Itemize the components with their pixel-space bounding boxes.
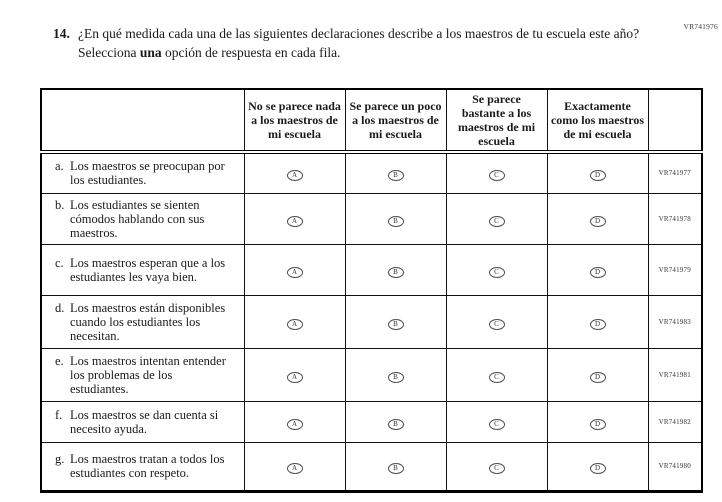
option-bubble-a[interactable]: A <box>287 372 303 383</box>
option-bubble-a[interactable]: A <box>287 170 303 181</box>
option-bubble-a[interactable]: A <box>287 319 303 330</box>
row-vr-code: VR741978 <box>648 193 702 244</box>
row-letter: f. <box>55 407 63 422</box>
option-cell <box>244 348 345 401</box>
row-letter: c. <box>55 255 64 270</box>
row-vr-code: VR741982 <box>648 401 702 442</box>
option-bubble-b[interactable]: B <box>388 216 404 227</box>
column-header-a-little: Se parece un poco a los maestros de mi escuela <box>345 89 446 152</box>
statement-cell <box>41 244 244 295</box>
table-row-b <box>41 193 702 244</box>
option-cell <box>345 193 446 244</box>
table-row-e <box>41 348 702 401</box>
option-bubble-d[interactable]: D <box>590 463 606 474</box>
statement-cell <box>41 193 244 244</box>
option-cell <box>547 442 648 491</box>
code-column-header <box>648 89 702 152</box>
option-cell <box>547 295 648 348</box>
option-cell <box>547 401 648 442</box>
row-statement: Los maestros están disponibles cuando los estudiantes los necesitan. <box>70 300 226 343</box>
option-bubble-b[interactable]: B <box>388 372 404 383</box>
option-bubble-c[interactable]: C <box>489 372 505 383</box>
question-text-bold: una <box>139 45 162 60</box>
option-bubble-b[interactable]: B <box>388 319 404 330</box>
column-header-quite-a-bit: Se parece bastante a los maestros de mi escuela <box>446 89 547 152</box>
option-bubble-d[interactable]: D <box>590 372 606 383</box>
option-bubble-c[interactable]: C <box>489 170 505 181</box>
statement-column-header <box>41 89 244 152</box>
option-bubble-b[interactable]: B <box>388 267 404 278</box>
option-cell <box>446 442 547 491</box>
option-cell <box>244 401 345 442</box>
response-matrix-table <box>40 88 703 493</box>
option-cell <box>345 295 446 348</box>
option-bubble-a[interactable]: A <box>287 267 303 278</box>
header-row <box>41 89 702 152</box>
row-statement: Los maestros se preocupan por los estudiantes. <box>70 159 225 188</box>
option-bubble-a[interactable]: A <box>287 216 303 227</box>
option-bubble-c[interactable]: C <box>489 419 505 430</box>
option-cell <box>345 348 446 401</box>
option-bubble-c[interactable]: C <box>489 319 505 330</box>
table-row-a <box>41 152 702 193</box>
option-bubble-d[interactable]: D <box>590 216 606 227</box>
option-bubble-b[interactable]: B <box>388 463 404 474</box>
row-letter: b. <box>55 197 65 212</box>
option-cell <box>547 348 648 401</box>
table-row-g <box>41 442 702 491</box>
page-vr-code: VR741976 <box>683 22 718 31</box>
row-vr-code: VR741981 <box>648 348 702 401</box>
table-row-d <box>41 295 702 348</box>
option-cell <box>345 442 446 491</box>
row-letter: a. <box>55 159 64 174</box>
option-bubble-c[interactable]: C <box>489 216 505 227</box>
option-bubble-a[interactable]: A <box>287 419 303 430</box>
option-bubble-d[interactable]: D <box>590 267 606 278</box>
row-letter: e. <box>55 353 64 368</box>
statement-cell <box>41 442 244 491</box>
option-bubble-c[interactable]: C <box>489 267 505 278</box>
row-statement: Los maestros se dan cuenta si necesito ayuda. <box>70 407 219 436</box>
option-bubble-d[interactable]: D <box>590 170 606 181</box>
question-number: 14. <box>53 26 70 41</box>
statement-cell <box>41 348 244 401</box>
option-cell <box>547 152 648 193</box>
row-statement: Los maestros intentan entender los problemas de los estudiantes. <box>70 353 226 396</box>
option-cell <box>244 193 345 244</box>
option-cell <box>446 244 547 295</box>
option-bubble-b[interactable]: B <box>388 419 404 430</box>
option-bubble-b[interactable]: B <box>388 170 404 181</box>
row-letter: d. <box>55 300 65 315</box>
option-cell <box>446 295 547 348</box>
option-cell <box>345 401 446 442</box>
option-cell <box>446 401 547 442</box>
row-statement: Los maestros tratan a todos los estudiantes con respeto. <box>70 452 225 480</box>
row-letter: g. <box>55 452 65 466</box>
option-cell <box>547 193 648 244</box>
option-bubble-c[interactable]: C <box>489 463 505 474</box>
option-cell <box>446 152 547 193</box>
option-cell <box>244 442 345 491</box>
option-bubble-a[interactable]: A <box>287 463 303 474</box>
option-cell <box>244 244 345 295</box>
question-text-end: opción de respuesta en cada fila. <box>161 45 341 60</box>
table-row-f <box>41 401 702 442</box>
statement-cell <box>41 401 244 442</box>
column-header-not-at-all: No se parece nada a los maestros de mi escuela <box>244 89 345 152</box>
option-cell <box>345 244 446 295</box>
option-cell <box>244 295 345 348</box>
row-vr-code: VR741983 <box>648 295 702 348</box>
row-vr-code: VR741979 <box>648 244 702 295</box>
statement-cell <box>41 152 244 193</box>
statement-cell <box>41 295 244 348</box>
option-cell <box>244 152 345 193</box>
option-cell <box>446 193 547 244</box>
column-header-exactly: Exactamente como los maestros de mi escuela <box>547 89 648 152</box>
question-block <box>53 24 643 62</box>
table-row-c <box>41 244 702 295</box>
question-text <box>78 24 640 62</box>
option-cell <box>446 348 547 401</box>
question-text-main: ¿En qué medida cada una de las siguientes declaraciones describe a los maestros de tu escuela este año? Selecciona <box>78 26 640 60</box>
row-statement: Los estudiantes se sienten cómodos hablando con sus maestros. <box>70 197 205 240</box>
option-cell <box>345 152 446 193</box>
option-bubble-d[interactable]: D <box>590 419 606 430</box>
row-vr-code: VR741977 <box>648 152 702 193</box>
row-vr-code: VR741980 <box>648 442 702 491</box>
row-statement: Los maestros esperan que a los estudiantes les vaya bien. <box>70 255 226 284</box>
option-cell <box>547 244 648 295</box>
option-bubble-d[interactable]: D <box>590 319 606 330</box>
